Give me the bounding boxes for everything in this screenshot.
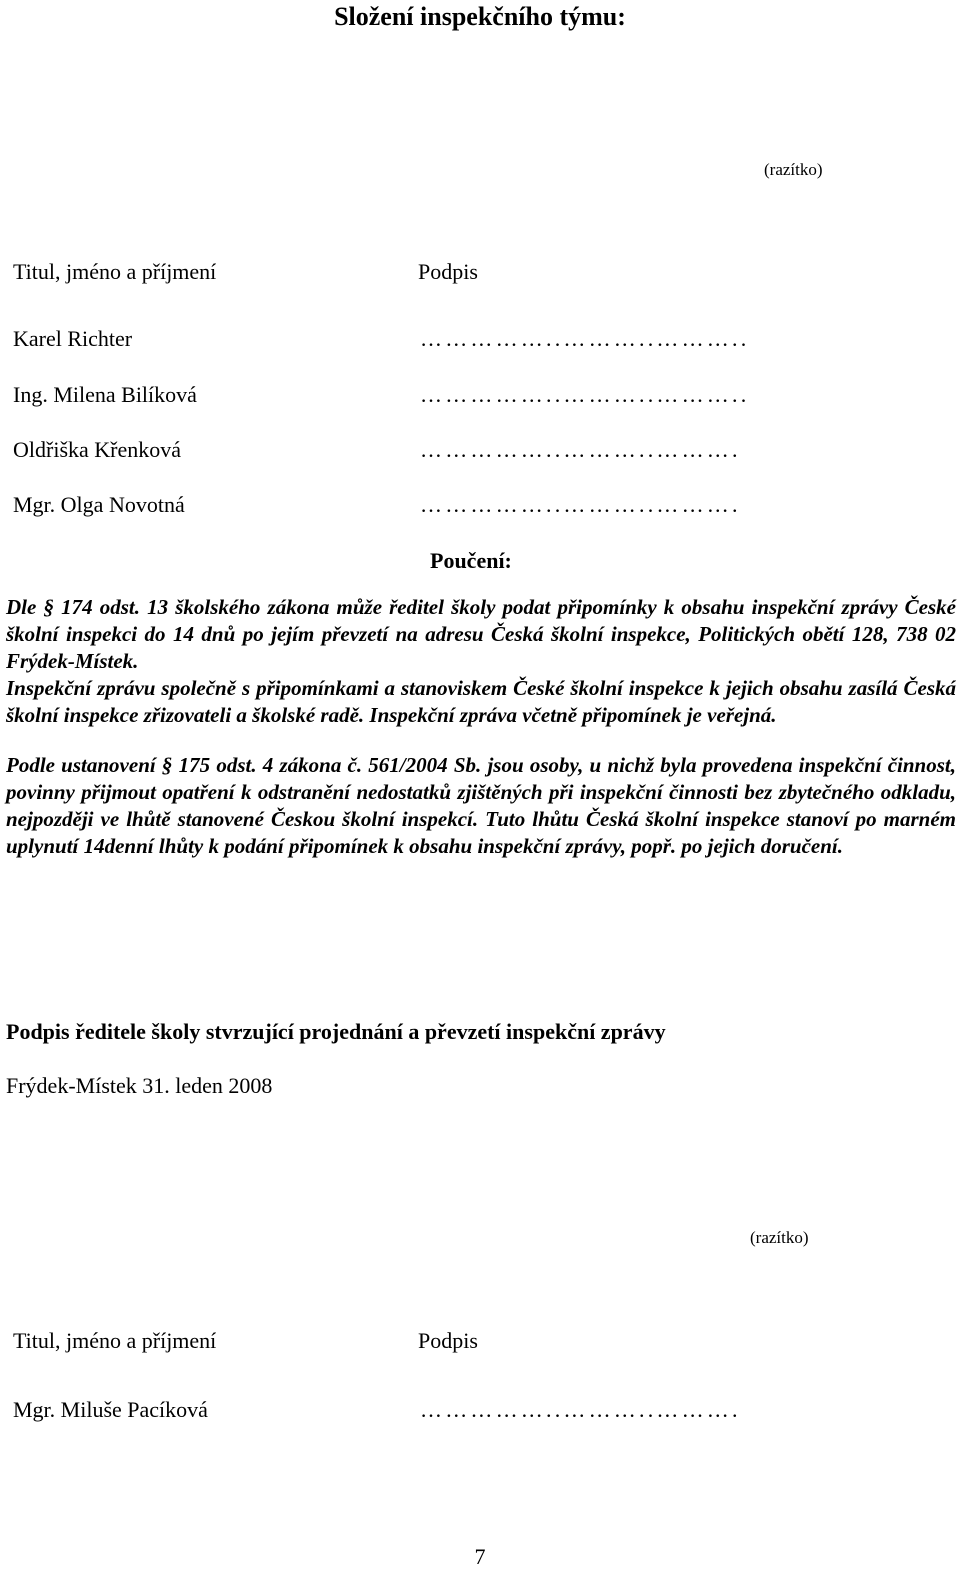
instruction-paragraph: Inspekční zprávu společně s připomínkami a stanoviskem České školní inspekce k jejich obsahu zasílá Česká školní inspekce zřizovateli a školské radě. Inspekční zpráva včetně připomínek je veřejná. xyxy=(6,676,956,727)
director-signature-heading: Podpis ředitele školy stvrzující projednání a převzetí inspekční zprávy xyxy=(6,1019,666,1044)
director-stamp-label: (razítko) xyxy=(750,1228,809,1247)
director-signature-header: Podpis xyxy=(418,1328,478,1353)
team-stamp-label: (razítko) xyxy=(764,160,823,179)
team-member-name: Mgr. Olga Novotná xyxy=(13,492,185,517)
team-member-name: Oldřiška Křenková xyxy=(13,437,182,462)
director-name-header: Titul, jméno a příjmení xyxy=(13,1328,217,1353)
director-name: Mgr. Miluše Pacíková xyxy=(13,1397,208,1422)
team-name-header: Titul, jméno a příjmení xyxy=(13,259,217,284)
team-member-signature-line: ……………..………..……….. xyxy=(420,382,750,407)
instruction-paragraph: Podle ustanovení § 175 odst. 4 zákona č. 561/2004 Sb. jsou osoby, u nichž byla provedena inspekční činnost, povinny přijmout opatření k odstranění nedostatků zjištěných při inspekční činnosti bez zbytečného odkladu, nejpozději ve lhůtě stanovené Českou školní inspekcí. Tuto lhůtu Česká školní inspekce stanoví po marném uplynutí 14denní lhůty k podání připomínek k obsahu inspekční zprávy, popř. po jejich doručení. xyxy=(6,753,956,858)
team-member-signature-line: ……………..………..……….. xyxy=(420,326,750,351)
place-and-date: Frýdek-Místek 31. leden 2008 xyxy=(6,1073,273,1098)
team-signature-header: Podpis xyxy=(418,259,478,284)
director-signature-line: ……………..………..………. xyxy=(420,1397,741,1422)
team-member-name: Karel Richter xyxy=(13,326,133,351)
instruction-paragraph: Dle § 174 odst. 13 školského zákona může ředitel školy podat připomínky k obsahu inspekční zprávy České školní inspekci do 14 dnů po jejím převzetí na adresu Česká školní inspekce, Politických obětí 128, 738 02 Frýdek-Místek. xyxy=(6,595,956,673)
team-member-signature-line: ……………..………..………. xyxy=(420,437,741,462)
page-title: Složení inspekčního týmu: xyxy=(334,2,626,31)
page-number: 7 xyxy=(474,1544,486,1569)
instruction-heading: Poučení: xyxy=(430,548,512,573)
team-member-name: Ing. Milena Bilíková xyxy=(13,382,197,407)
team-member-signature-line: ……………..………..………. xyxy=(420,492,741,517)
